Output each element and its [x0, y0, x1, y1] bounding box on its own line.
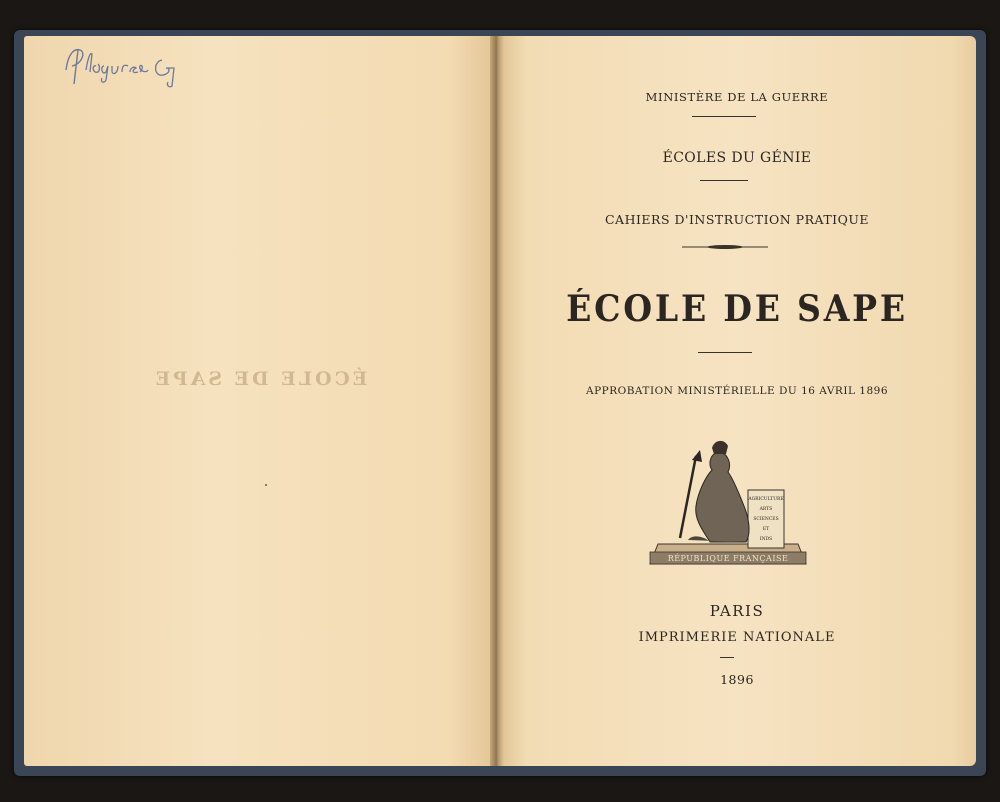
handwritten-signature [62, 40, 192, 88]
emblem-caption: RÉPUBLIQUE FRANÇAISE [667, 554, 789, 563]
tablet-line-4: ET [762, 527, 770, 532]
rule-1 [692, 116, 756, 117]
bleed-through-title: ÉCOLE DE SAPE [152, 368, 368, 390]
tablet-line-1: AGRICULTURE [748, 497, 784, 502]
rule-3 [698, 352, 752, 353]
ecoles-heading: ÉCOLES DU GÉNIE [662, 150, 812, 166]
cahiers-heading: CAHIERS D'INSTRUCTION PRATIQUE [604, 212, 870, 227]
marianne-emblem [648, 436, 808, 568]
tablet-line-3: SCIENCES [753, 517, 779, 522]
tablet-line-2: ARTS [759, 507, 773, 512]
book-gutter [490, 36, 504, 766]
left-endpaper [24, 36, 496, 766]
book-title: ÉCOLE DE SAPE [566, 288, 908, 330]
publisher: IMPRIMERIE NATIONALE [638, 630, 836, 645]
place-of-publication: PARIS [709, 602, 765, 620]
approbation-line: APPROBATION MINISTÉRIELLE DU 16 AVRIL 1896 [585, 385, 889, 397]
rule-2 [700, 180, 748, 181]
title-page [498, 36, 976, 766]
paper-speck [265, 484, 267, 486]
publication-year: 1896 [720, 672, 754, 687]
ornamental-rule [682, 242, 768, 252]
ministere-heading: MINISTÈRE DE LA GUERRE [645, 90, 829, 104]
rule-4 [720, 657, 734, 658]
tablet-line-5: INDS [759, 537, 773, 542]
